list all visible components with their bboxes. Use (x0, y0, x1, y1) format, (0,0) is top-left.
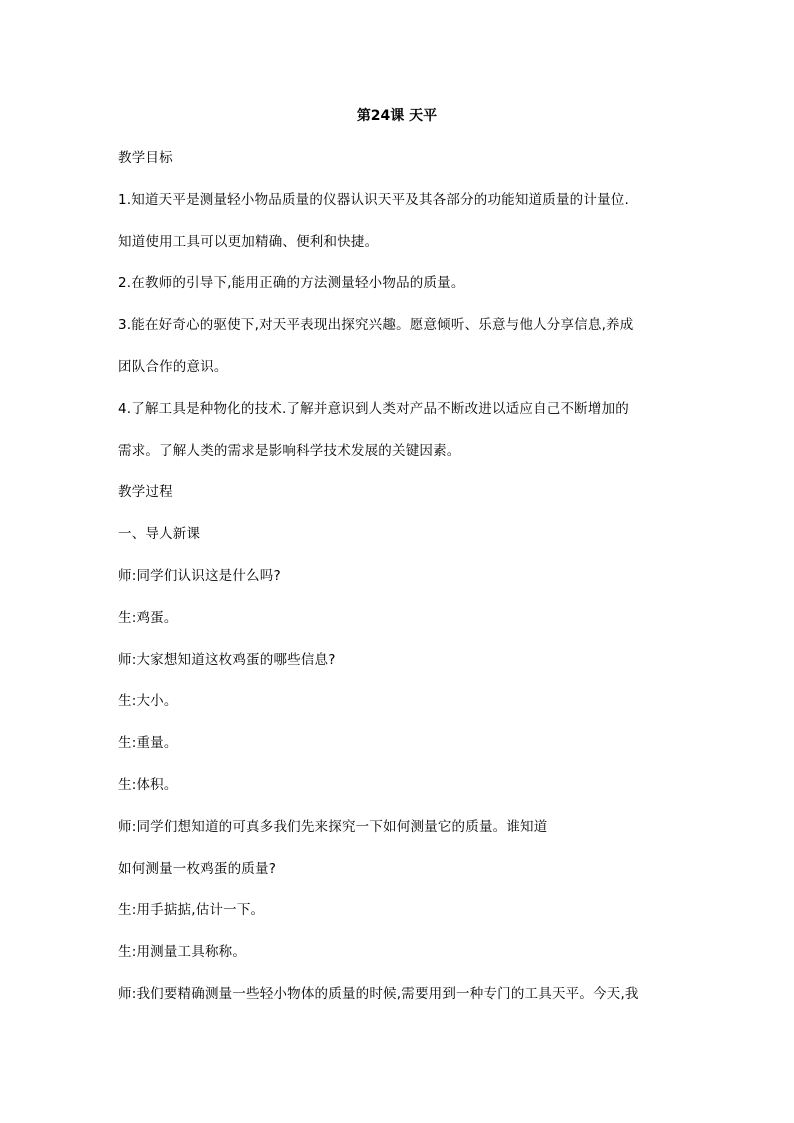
objective-2: 2.在教师的引导下,能用正确的方法测量轻小物品的质量。 (118, 275, 465, 291)
dialogue-line: 师:大家想知道这枚鸡蛋的哪些信息? (118, 652, 336, 668)
objective-4-line-1: 4.了解工具是种物化的技术.了解并意识到人类对产品不断改进以适应自己不断增加的 (118, 401, 629, 417)
dialogue-line: 生:大小。 (118, 693, 178, 709)
objective-1-line-2: 知道使用工具可以更加精确、便利和快捷。 (118, 234, 379, 250)
dialogue-line: 师:同学们想知道的可真多我们先来探究一下如何测量它的质量。谁知道 (118, 819, 548, 835)
objective-4-line-2: 需求。了解人类的需求是影响科学技术发展的关键因素。 (118, 443, 461, 459)
dialogue-line: 生:重量。 (118, 735, 178, 751)
section-heading-process: 教学过程 (118, 484, 173, 500)
dialogue-line: 师:同学们认识这是什么吗? (118, 568, 281, 584)
dialogue-line: 如何测量一枚鸡蛋的质量? (118, 861, 277, 877)
objective-3-line-1: 3.能在好奇心的驱使下,对天平表现出探究兴趣。愿意倾听、乐意与他人分享信息,养成 (118, 317, 634, 333)
dialogue-line: 生:用手掂掂,估计一下。 (118, 902, 265, 918)
objective-1-line-1: 1.知道天平是测量轻小物品质量的仪器认识天平及其各部分的功能知道质量的计量位. (118, 192, 629, 208)
section-heading-objectives: 教学目标 (118, 150, 173, 166)
lesson-title: 第24课 天平 (356, 108, 438, 124)
dialogue-line: 生:用测量工具称称。 (118, 944, 247, 960)
dialogue-line: 生:鸡蛋。 (118, 610, 178, 626)
subsection-heading-intro: 一、导人新课 (118, 526, 201, 542)
objective-3-line-2: 团队合作的意识。 (118, 359, 228, 375)
dialogue-line: 师:我们要精确测量一些轻小物体的质量的时候,需要用到一种专门的工具天平。今天,我 (118, 986, 639, 1002)
dialogue-line: 生:体积。 (118, 777, 178, 793)
